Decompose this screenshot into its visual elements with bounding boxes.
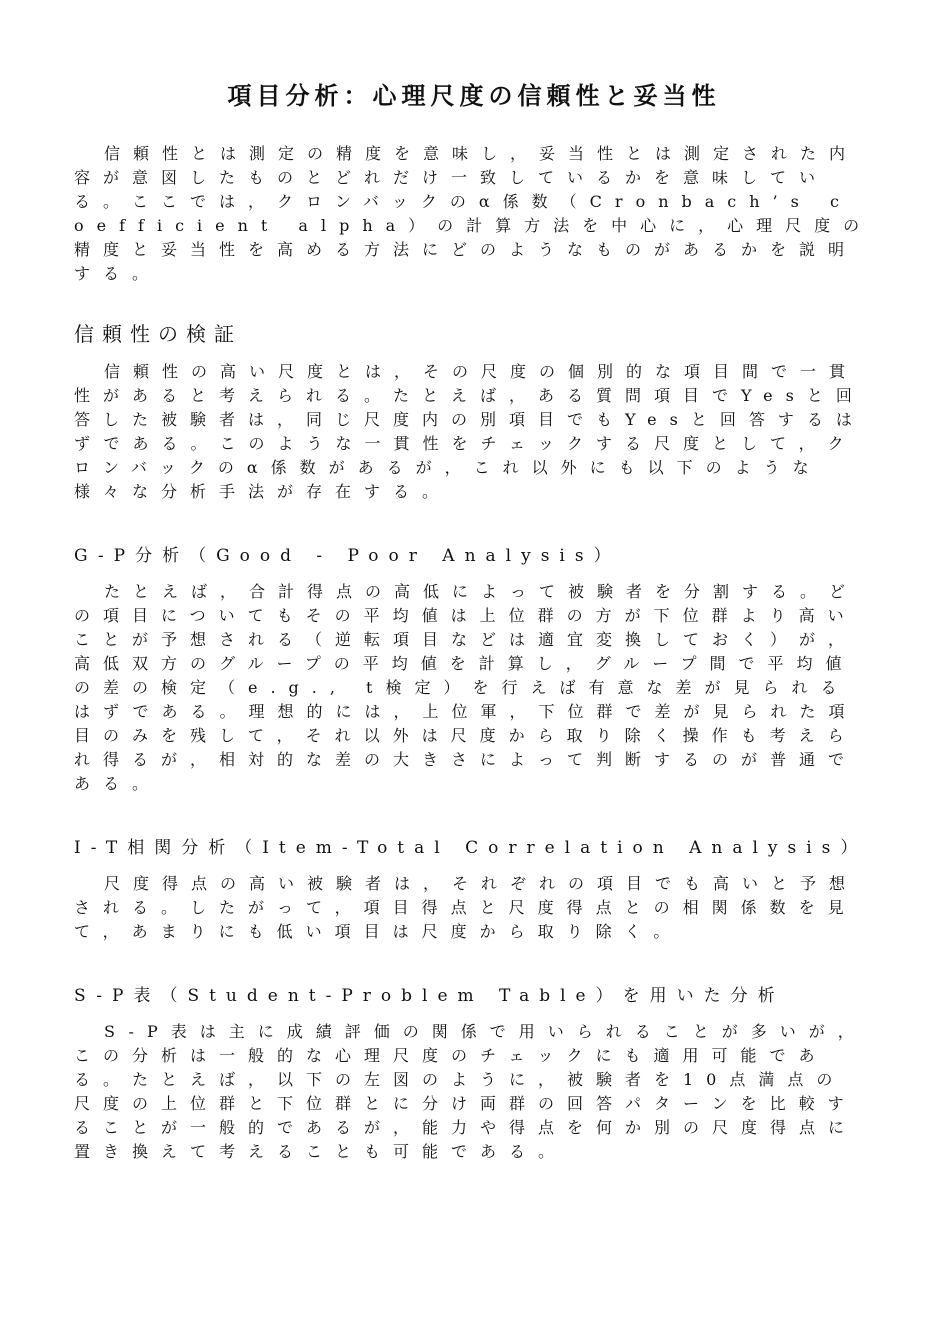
intro-paragraph: 信頼性とは測定の精度を意味し，妥当性とは測定された内容が意図したものとどれだけ一致しているかを意味している。ここでは，クロンバックのα係数（Cronbach’s coefficient alpha）の計算方法を中心に，心理尺度の精度と妥当性を高める方法にどのようなものがあるかを説明する。 — [74, 144, 873, 283]
sp-table-paragraph: S-P表は主に成績評価の関係で用いられることが多いが，この分析は一般的な心理尺度のチェックにも適用可能である。たとえば，以下の左図のように，被験者を10点満点の尺度の上位群と下位群とに分け両群の回答パターンを比較することが一般的であるが，能力や得点を何か別の尺度得点に置き換えて考えることも可能である。 — [74, 1022, 867, 1161]
it-correlation-heading: I-T相関分析（Item-Total Correlation Analysis） — [74, 838, 868, 858]
gp-analysis-paragraph: たとえば，合計得点の高低によって被験者を分割する。どの項目についてもその平均値は上位群の方が下位群より高いことが予想される（逆転項目などは適宜変換しておく）が，高低双方のグループの平均値を計算し，グループ間で平均値の差の検定（e.g., t検定）を行えば有意な差が見られるはずである。理想的には，上位軍，下位群で差が見られた項目のみを残して，それ以外は尺度から取り除く操作も考えられ得るが，相対的な差の大きさによって判断するのが普通である。 — [74, 582, 859, 793]
document-title: 項目分析：心理尺度の信頼性と妥当性 — [227, 82, 721, 110]
reliability-paragraph: 信頼性の高い尺度とは，その尺度の個別的な項目間で一貫性があると考えられる。たとえば，ある質問項目でYesと回答した被験者は，同じ尺度内の別項目でもYesと回答するはずである。このような一貫性をチェックする尺度として，クロンバックのα係数があるが，これ以外にも以下のような様々な分析手法が存在する。 — [74, 362, 865, 501]
it-correlation-paragraph: 尺度得点の高い被験者は，それぞれの項目でも高いと予想される。したがって，項目得点と尺度得点との相関係数を見て，あまりにも低い項目は尺度から取り除く。 — [74, 874, 859, 941]
reliability-heading: 信頼性の検証 — [74, 322, 242, 346]
sp-table-heading: S-P表（Student-Problem Table）を用いた分析 — [74, 986, 785, 1006]
document-page — [74, 70, 874, 1164]
gp-analysis-heading: G-P分析（Good - Poor Analysis） — [74, 546, 621, 566]
